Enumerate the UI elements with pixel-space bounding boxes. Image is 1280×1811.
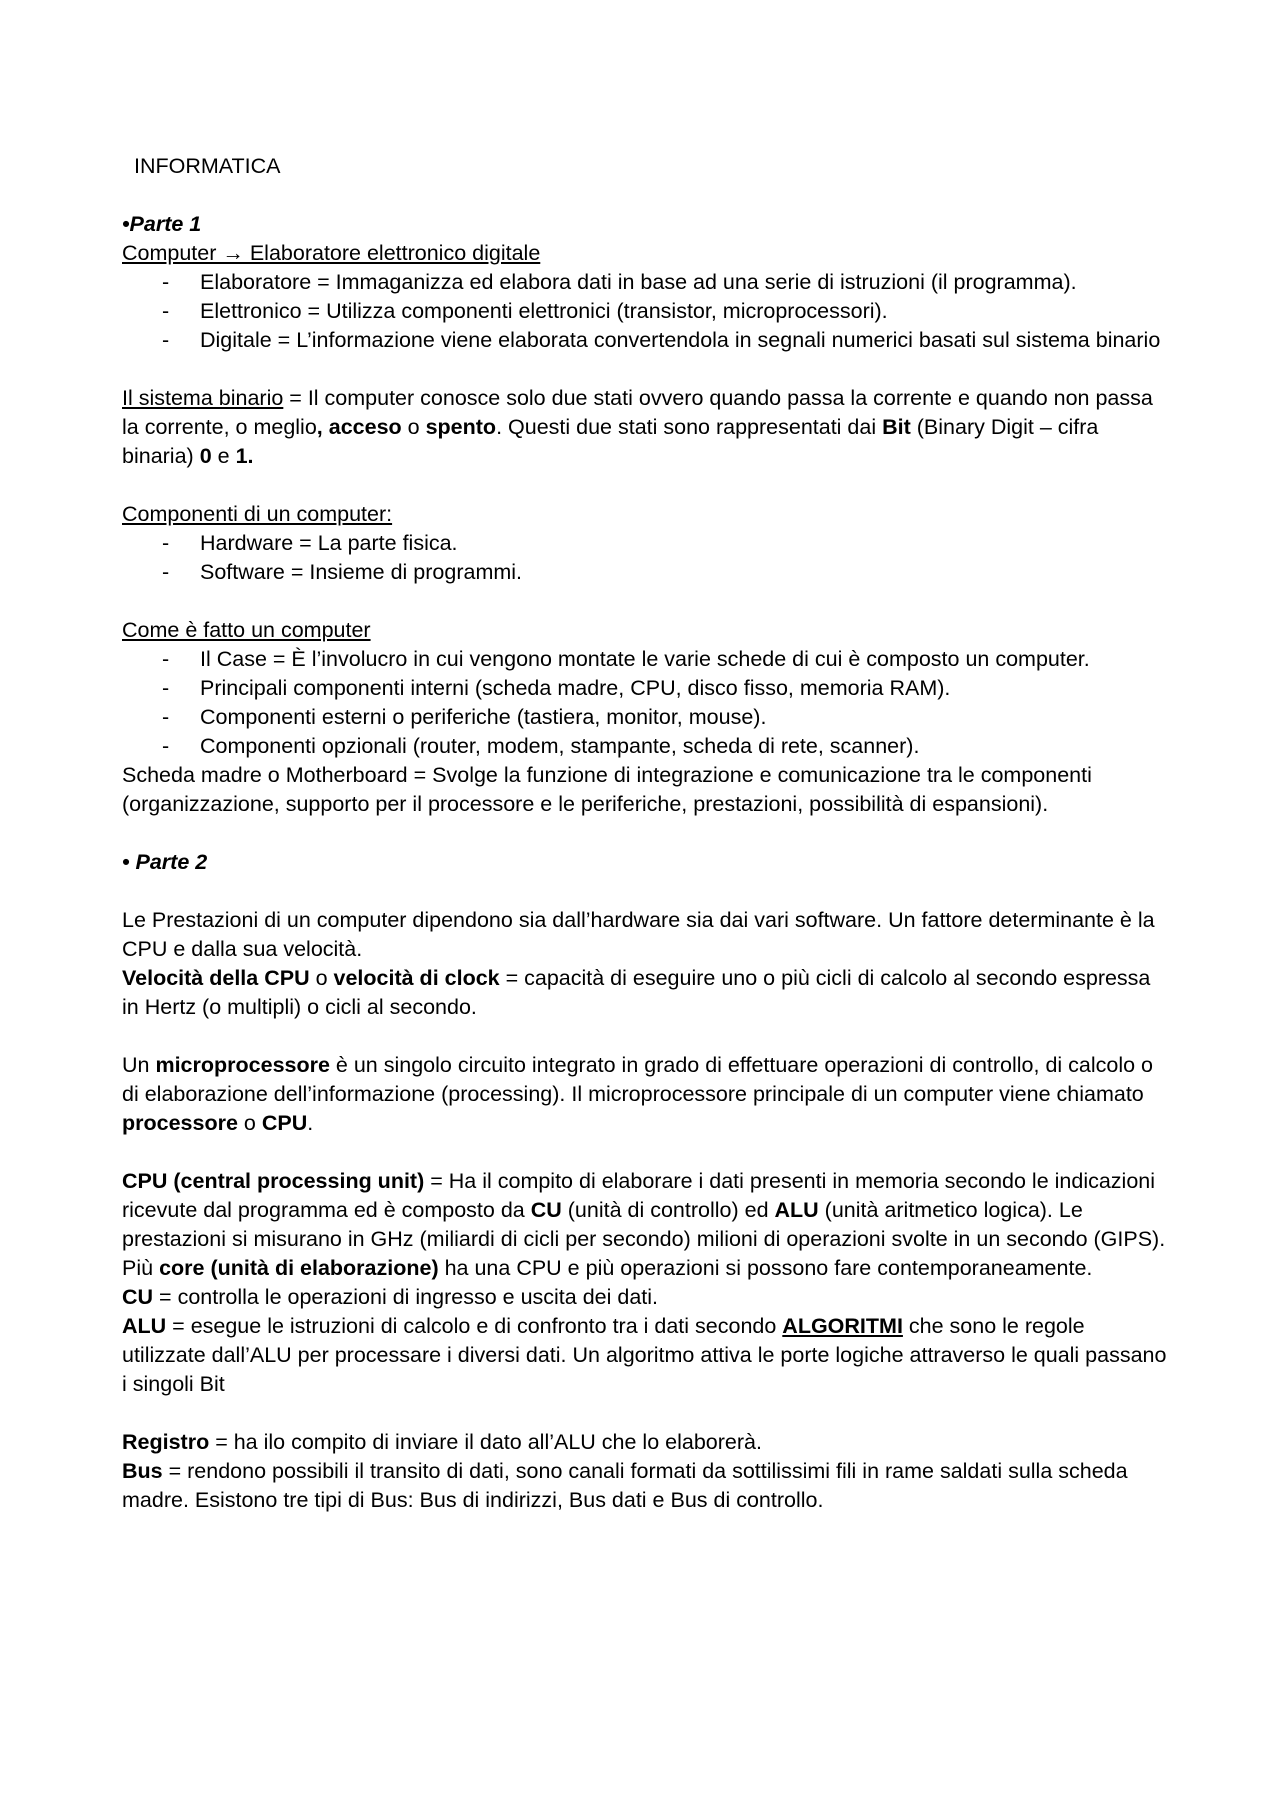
document-content <box>122 152 1172 1515</box>
registro-paragraph: Registro = ha ilo compito di inviare il dato all’ALU che lo elaborerà. <box>122 1430 762 1454</box>
list-item: - Principali componenti interni (scheda madre, CPU, disco fisso, memoria RAM). <box>122 674 1172 703</box>
list-item: - Hardware = La parte fisica. <box>122 529 1172 558</box>
computer-list <box>122 268 1172 355</box>
cu-paragraph: CU = controlla le operazioni di ingresso e uscita dei dati. <box>122 1285 659 1309</box>
clock-paragraph: Velocità della CPU o velocità di clock = capacità di eseguire uno o più cicli di calcolo al secondo espressa in Hertz (o multipli) o cicli al secondo. <box>122 966 1151 1019</box>
computer-heading: Computer → Elaboratore elettronico digitale <box>122 241 541 265</box>
cpu-paragraph: CPU (central processing unit) = Ha il compito di elaborare i dati presenti in memoria secondo le indicazioni ricevute dal programma ed è composto da CU (unità di controllo) ed ALU (unità aritmetico logica). Le prestazioni si misurano in GHz (miliardi di cicli per secondo) milioni di operazioni svolte in un secondo (GIPS). <box>122 1169 1166 1251</box>
microprocessor-paragraph: Un microprocessore è un singolo circuito integrato in grado di effettuare operazioni di controllo, di calcolo o di elaborazione dell’informazione (processing). Il microprocessore principale di un computer viene chiamato processore o CPU. <box>122 1053 1154 1135</box>
performance-paragraph: Le Prestazioni di un computer dipendono sia dall’hardware sia dai vari software. Un fattore determinante è la CPU e dalla sua velocità. <box>122 908 1155 961</box>
how-heading: Come è fatto un computer <box>122 618 371 642</box>
components-heading: Componenti di un computer: <box>122 502 393 526</box>
list-item: - Digitale = L’informazione viene elaborata convertendola in segnali numerici basati sul sistema binario <box>122 326 1172 355</box>
components-list <box>122 529 1172 587</box>
binary-paragraph: Il sistema binario = Il computer conosce solo due stati ovvero quando passa la corrente e quando non passa la corrente, o meglio, acceso o spento. Questi due stati sono rappresentati dai Bit (Binary Digit – cifra binaria) 0 e 1. <box>122 386 1153 468</box>
core-paragraph: Più core (unità di elaborazione) ha una CPU e più operazioni si possono fare contemporaneamente. <box>122 1256 1093 1280</box>
list-item: - Il Case = È l’involucro in cui vengono montate le varie schede di cui è composto un computer. <box>122 645 1172 674</box>
binary-label: Il sistema binario <box>122 386 284 410</box>
bus-paragraph: Bus = rendono possibili il transito di dati, sono canali formati da sottilissimi fili in rame saldati sulla scheda madre. Esistono tre tipi di Bus: Bus di indirizzi, Bus dati e Bus di controllo. <box>122 1459 1128 1512</box>
motherboard-paragraph: Scheda madre o Motherboard = Svolge la funzione di integrazione e comunicazione tra le componenti (organizzazione, supporto per il processore e le periferiche, prestazioni, possibilità di espansioni). <box>122 763 1092 816</box>
list-item: - Elaboratore = Immaganizza ed elabora dati in base ad una serie di istruzioni (il programma). <box>122 268 1172 297</box>
alu-paragraph: ALU = esegue le istruzioni di calcolo e di confronto tra i dati secondo ALGORITMI che sono le regole utilizzate dall’ALU per processare i diversi dati. Un algoritmo attiva le porte logiche attraverso le quali passano i singoli Bit <box>122 1314 1167 1396</box>
algoritmi-term: ALGORITMI <box>782 1314 903 1338</box>
how-list <box>122 645 1172 761</box>
list-item: - Componenti opzionali (router, modem, stampante, scheda di rete, scanner). <box>122 732 1172 761</box>
part1-heading: •Parte 1 <box>122 212 202 236</box>
list-item: - Componenti esterni o periferiche (tastiera, monitor, mouse). <box>122 703 1172 732</box>
list-item: - Elettronico = Utilizza componenti elettronici (transistor, microprocessori). <box>122 297 1172 326</box>
list-item: - Software = Insieme di programmi. <box>122 558 1172 587</box>
document-title: INFORMATICA <box>134 154 281 178</box>
part2-heading: • Parte 2 <box>122 850 208 874</box>
